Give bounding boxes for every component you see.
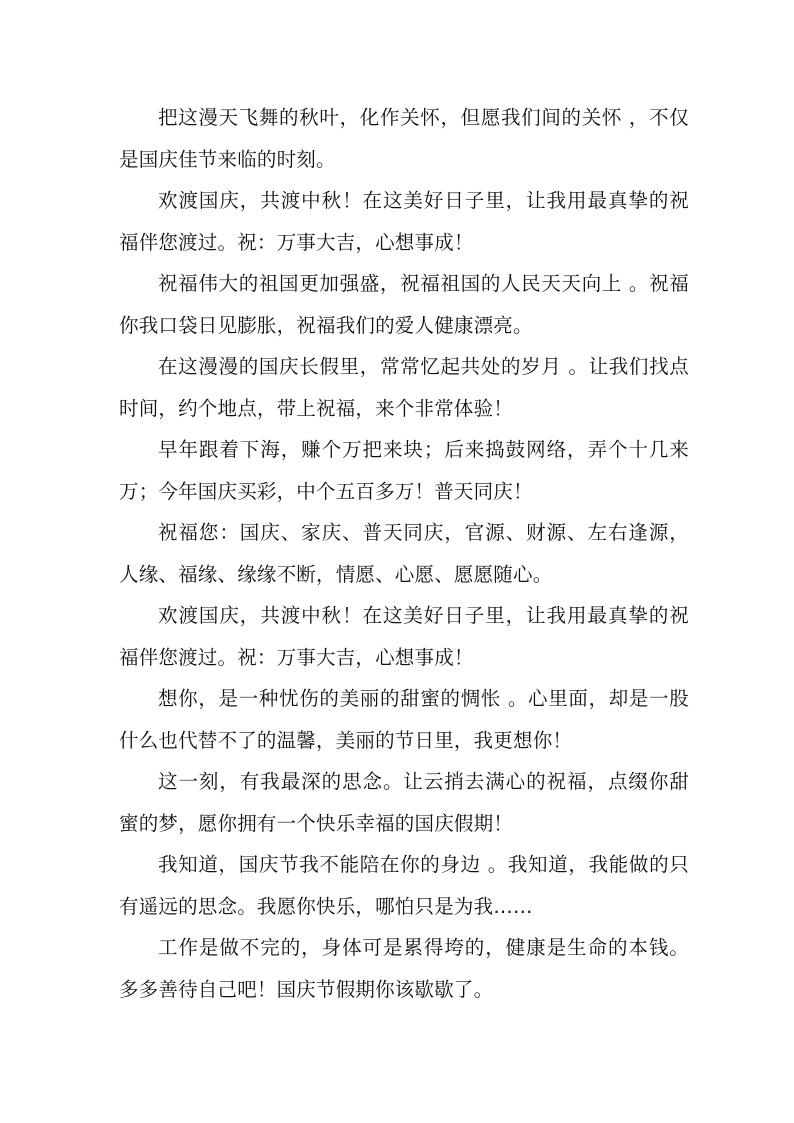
paragraph-5: 早年跟着下海，赚个万把来块；后来捣鼓网络，弄个十几来万；今年国庆买彩，中个五百多万！普天同庆！ bbox=[119, 438, 689, 503]
paragraph-10: 我知道，国庆节我不能陪在你的身边 。我知道，我能做的只有遥远的思念。我愿你快乐，哪怕只是为我…… bbox=[119, 853, 689, 918]
paragraph-11: 工作是做不完的，身体可是累得垮的，健康是生命的本钱。多多善待自己吧！国庆节假期你该歇歇了。 bbox=[119, 936, 689, 1001]
paragraph-8: 想你，是一种忧伤的美丽的甜蜜的惆怅 。心里面，却是一股什么也代替不了的温馨，美丽的节日里，我更想你！ bbox=[119, 687, 689, 752]
paragraph-2: 欢渡国庆，共渡中秋！在这美好日子里，让我用最真挚的祝福伴您渡过。祝：万事大吉，心想事成！ bbox=[119, 189, 689, 254]
document-body bbox=[119, 97, 689, 1010]
paragraph-4: 在这漫漫的国庆长假里，常常忆起共处的岁月 。让我们找点时间，约个地点，带上祝福，来个非常体验！ bbox=[119, 355, 689, 420]
paragraph-7: 欢渡国庆，共渡中秋！在这美好日子里，让我用最真挚的祝福伴您渡过。祝：万事大吉，心想事成！ bbox=[119, 604, 689, 669]
paragraph-6: 祝福您：国庆、家庆、普天同庆，官源、财源、左右逢源，人缘、福缘、缘缘不断，情愿、心愿、愿愿随心。 bbox=[119, 521, 689, 586]
paragraph-3: 祝福伟大的祖国更加强盛，祝福祖国的人民天天向上 。祝福你我口袋日见膨胀，祝福我们的爱人健康漂亮。 bbox=[119, 272, 689, 337]
paragraph-1: 把这漫天飞舞的秋叶，化作关怀，但愿我们间的关怀 ，不仅是国庆佳节来临的时刻。 bbox=[119, 106, 689, 171]
paragraph-9: 这一刻，有我最深的思念。让云捎去满心的祝福，点缀你甜蜜的梦，愿你拥有一个快乐幸福的国庆假期！ bbox=[119, 770, 689, 835]
